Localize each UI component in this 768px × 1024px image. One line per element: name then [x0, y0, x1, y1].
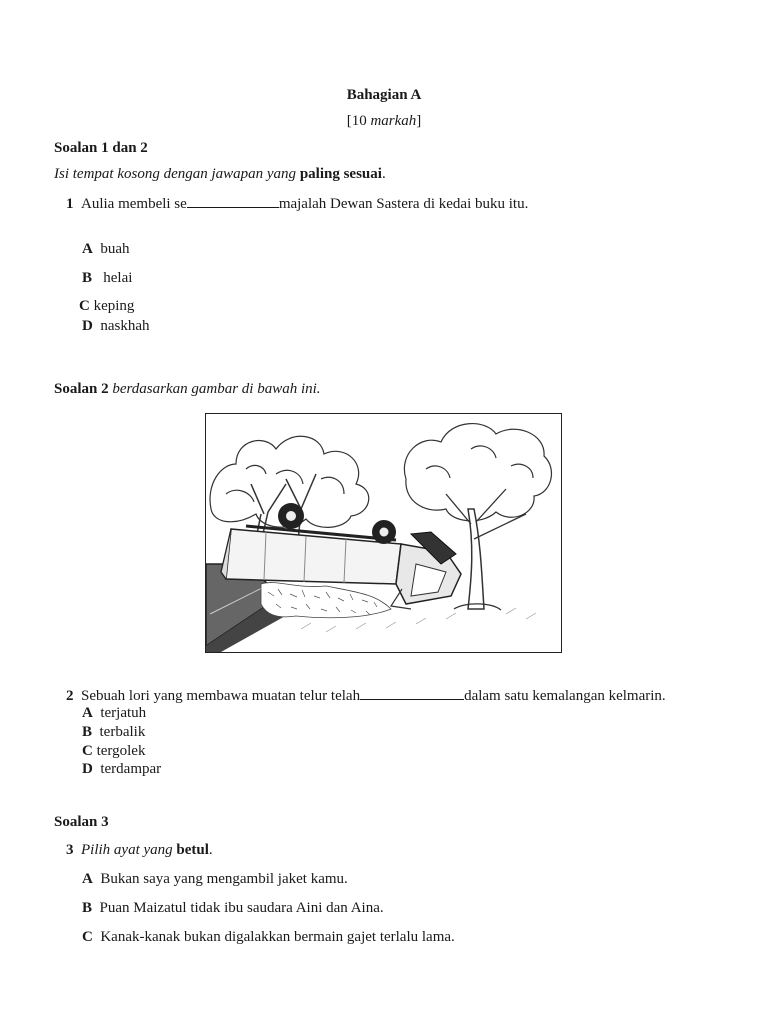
section2-heading: [54, 380, 321, 398]
question-number: 1: [66, 196, 74, 212]
instruction-end: .: [381, 166, 386, 182]
marks-open: [10: [346, 113, 371, 129]
option-letter: D: [82, 761, 93, 777]
option-text: Kanak-kanak bukan digalakkan bermain gajet terlalu lama.: [100, 929, 455, 945]
q1-option-a[interactable]: [82, 240, 130, 258]
option-text: Puan Maizatul tidak ibu saudara Aini dan Aina.: [99, 900, 384, 916]
option-text: naskhah: [100, 318, 150, 334]
question-prompt-italic: Pilih ayat yang: [81, 842, 177, 858]
q3-option-b[interactable]: [82, 899, 384, 917]
option-letter: C: [82, 929, 93, 945]
question-1: [66, 193, 528, 213]
option-text: terjatuh: [100, 705, 147, 721]
option-text: terbalik: [99, 724, 146, 740]
section1-heading: Soalan 1 dan 2: [54, 140, 148, 156]
q1-option-c[interactable]: [79, 297, 134, 315]
option-text: tergolek: [96, 743, 146, 759]
q2-option-b[interactable]: [82, 723, 145, 741]
question-3: [66, 841, 213, 859]
option-letter: B: [82, 900, 93, 916]
question-text-after: dalam satu kemalangan kelmarin.: [464, 688, 666, 704]
section-title: Bahagian A: [346, 87, 422, 103]
q3-option-a[interactable]: [82, 870, 348, 888]
section3-heading: Soalan 3: [54, 814, 109, 830]
option-letter: A: [82, 871, 93, 887]
option-text: Bukan saya yang mengambil jaket kamu.: [100, 871, 348, 887]
q2-option-d[interactable]: [82, 760, 161, 778]
question-number: 2: [66, 688, 74, 704]
option-letter: A: [82, 705, 93, 721]
section2-heading-bold: Soalan 2: [54, 381, 113, 397]
option-text: terdampar: [100, 761, 162, 777]
answer-blank: [187, 193, 279, 208]
section2-heading-italic: berdasarkan gambar di bawah ini.: [112, 381, 321, 397]
q2-option-c[interactable]: [82, 742, 145, 760]
q1-option-b[interactable]: [82, 269, 132, 287]
question-prompt-end: .: [208, 842, 213, 858]
option-letter: A: [82, 241, 93, 257]
marks-close: ]: [416, 113, 422, 129]
marks-word: markah: [370, 113, 417, 129]
q3-option-c[interactable]: [82, 928, 455, 946]
option-letter: C: [82, 743, 93, 759]
answer-blank: [360, 685, 464, 700]
q1-option-d[interactable]: [82, 317, 150, 335]
section1-instruction: [54, 165, 386, 183]
accident-illustration: [205, 413, 562, 653]
question-text-before: Aulia membeli se: [81, 196, 187, 212]
option-text: keping: [93, 298, 135, 314]
q2-option-a[interactable]: [82, 704, 146, 722]
question-prompt-bold: betul: [176, 842, 209, 858]
option-text: buah: [100, 241, 130, 257]
question-2: [66, 685, 666, 705]
overturned-lorry-drawing: [206, 414, 561, 652]
option-letter: D: [82, 318, 93, 334]
question-number: 3: [66, 842, 74, 858]
instruction-italic: Isi tempat kosong dengan jawapan yang: [54, 166, 300, 182]
option-letter: B: [82, 270, 93, 286]
question-text-after: majalah Dewan Sastera di kedai buku itu.: [278, 196, 529, 212]
marks-label: [0, 112, 768, 130]
option-letter: B: [82, 724, 93, 740]
question-text-before: Sebuah lori yang membawa muatan telur telah: [81, 688, 361, 704]
option-letter: C: [79, 298, 90, 314]
option-text: helai: [103, 270, 133, 286]
instruction-bold: paling sesuai: [299, 166, 382, 182]
